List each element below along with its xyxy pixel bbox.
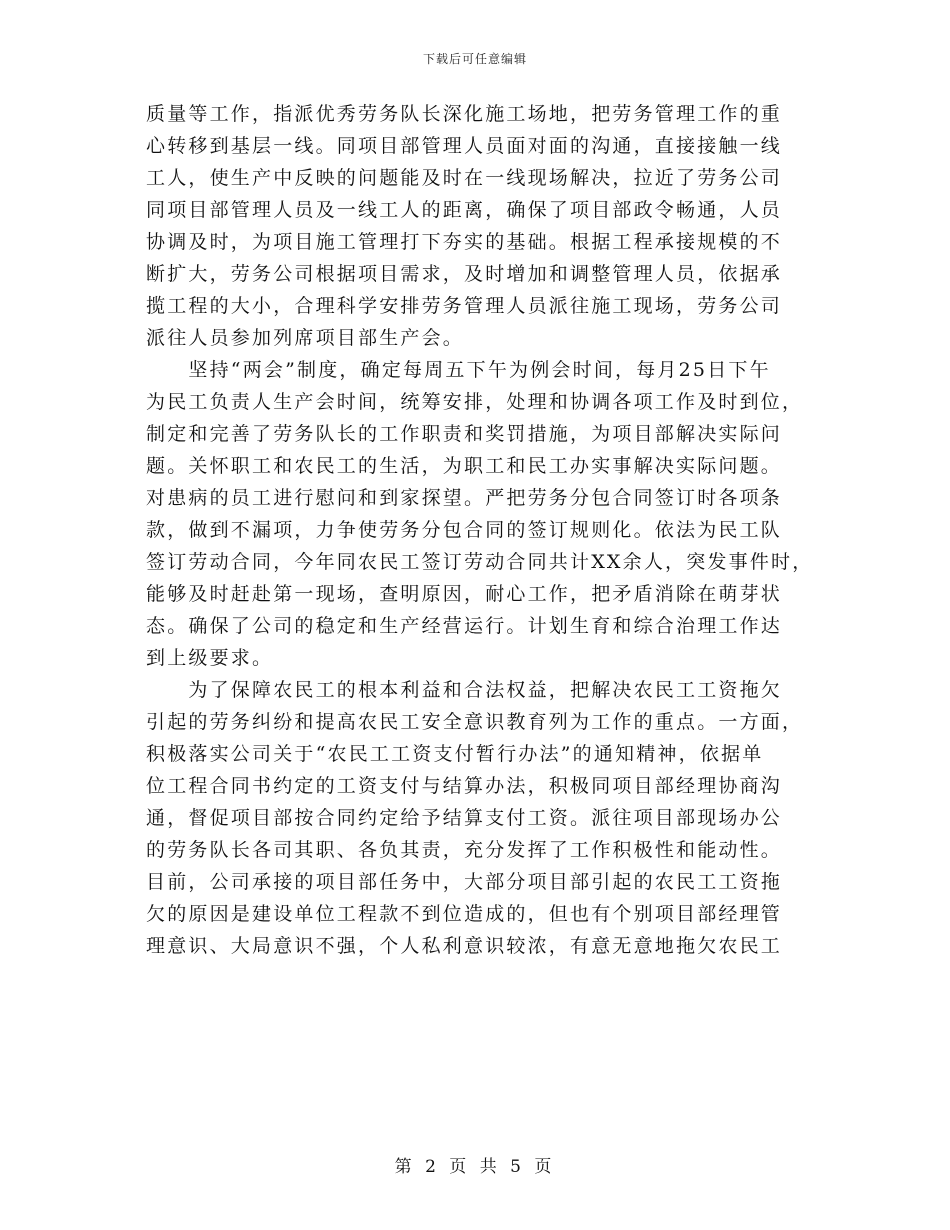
text-line: 能够及时赶赴第一现场，查明原因，耐心工作，把矛盾消除在萌芽状 [146,583,783,605]
text-line: 坚持“两会”制度，确定每周五下午为例会时间，每月25日下午 [146,359,771,381]
text-line: 派往人员参加列席项目部生产会。 [146,327,465,349]
text-line: 对患病的员工进行慰问和到家探望。严把劳务分包合同签订时各项条 [146,487,783,509]
text-line: 为了保障农民工的根本利益和合法权益，把解决农民工工资拖欠 [146,679,783,701]
text-line: 理意识、大局意识不强，个人私利意识较浓，有意无意地拖欠农民工 [146,935,783,957]
text-line: 欠的原因是建设单位工程款不到位造成的，但也有个别项目部经理管 [146,903,783,925]
text-line: 目前，公司承接的项目部任务中，大部分项目部引起的农民工工资拖 [146,871,783,893]
text-line: 揽工程的大小，合理科学安排劳务管理人员派往施工现场，劳务公司 [146,295,783,317]
text-line: 态。确保了公司的稳定和生产经营运行。计划生育和综合治理工作达 [146,615,783,637]
text-line: 通，督促项目部按合同约定给予结算支付工资。派往项目部现场办公 [146,807,783,829]
text-line: 的劳务队长各司其职、各负其责，充分发挥了工作积极性和能动性。 [146,839,783,861]
text-line: 心转移到基层一线。同项目部管理人员面对面的沟通，直接接触一线 [146,135,783,157]
text-line: 款，做到不漏项，力争使劳务分包合同的签订规则化。依法为民工队 [146,519,783,541]
text-line: 位工程合同书约定的工资支付与结算办法，积极同项目部经理协商沟 [146,775,783,797]
text-line: 同项目部管理人员及一线工人的距离，确保了项目部政令畅通，人员 [146,199,783,221]
text-line: 工人，使生产中反映的问题能及时在一线现场解决，拉近了劳务公司 [146,167,783,189]
text-line: 质量等工作，指派优秀劳务队长深化施工场地，把劳务管理工作的重 [146,103,783,125]
document-body [146,98,814,962]
text-line: 协调及时，为项目施工管理打下夯实的基础。根据工程承接规模的不 [146,231,783,253]
page-header: 下载后可任意编辑 [422,52,527,66]
text-line: 断扩大，劳务公司根据项目需求，及时增加和调整管理人员，依据承 [146,263,783,285]
text-line: 制定和完善了劳务队长的工作职责和奖罚措施，为项目部解决实际问 [146,423,783,445]
page-number-footer: 第 2 页 共 5 页 [394,1157,556,1177]
text-line: 引起的劳务纠纷和提高农民工安全意识教育列为工作的重点。一方面， [146,711,804,733]
text-line: 到上级要求。 [146,647,274,669]
text-line: 题。关怀职工和农民工的生活，为职工和民工办实事解决实际问题。 [146,455,783,477]
text-line: 签订劳动合同，今年同农民工签订劳动合同共计XX余人，突发事件时， [146,551,814,573]
text-line: 为民工负责人生产会时间，统筹安排，处理和协调各项工作及时到位， [146,391,804,413]
text-line: 积极落实公司关于“农民工工资支付暂行办法”的通知精神，依据单 [146,743,764,765]
